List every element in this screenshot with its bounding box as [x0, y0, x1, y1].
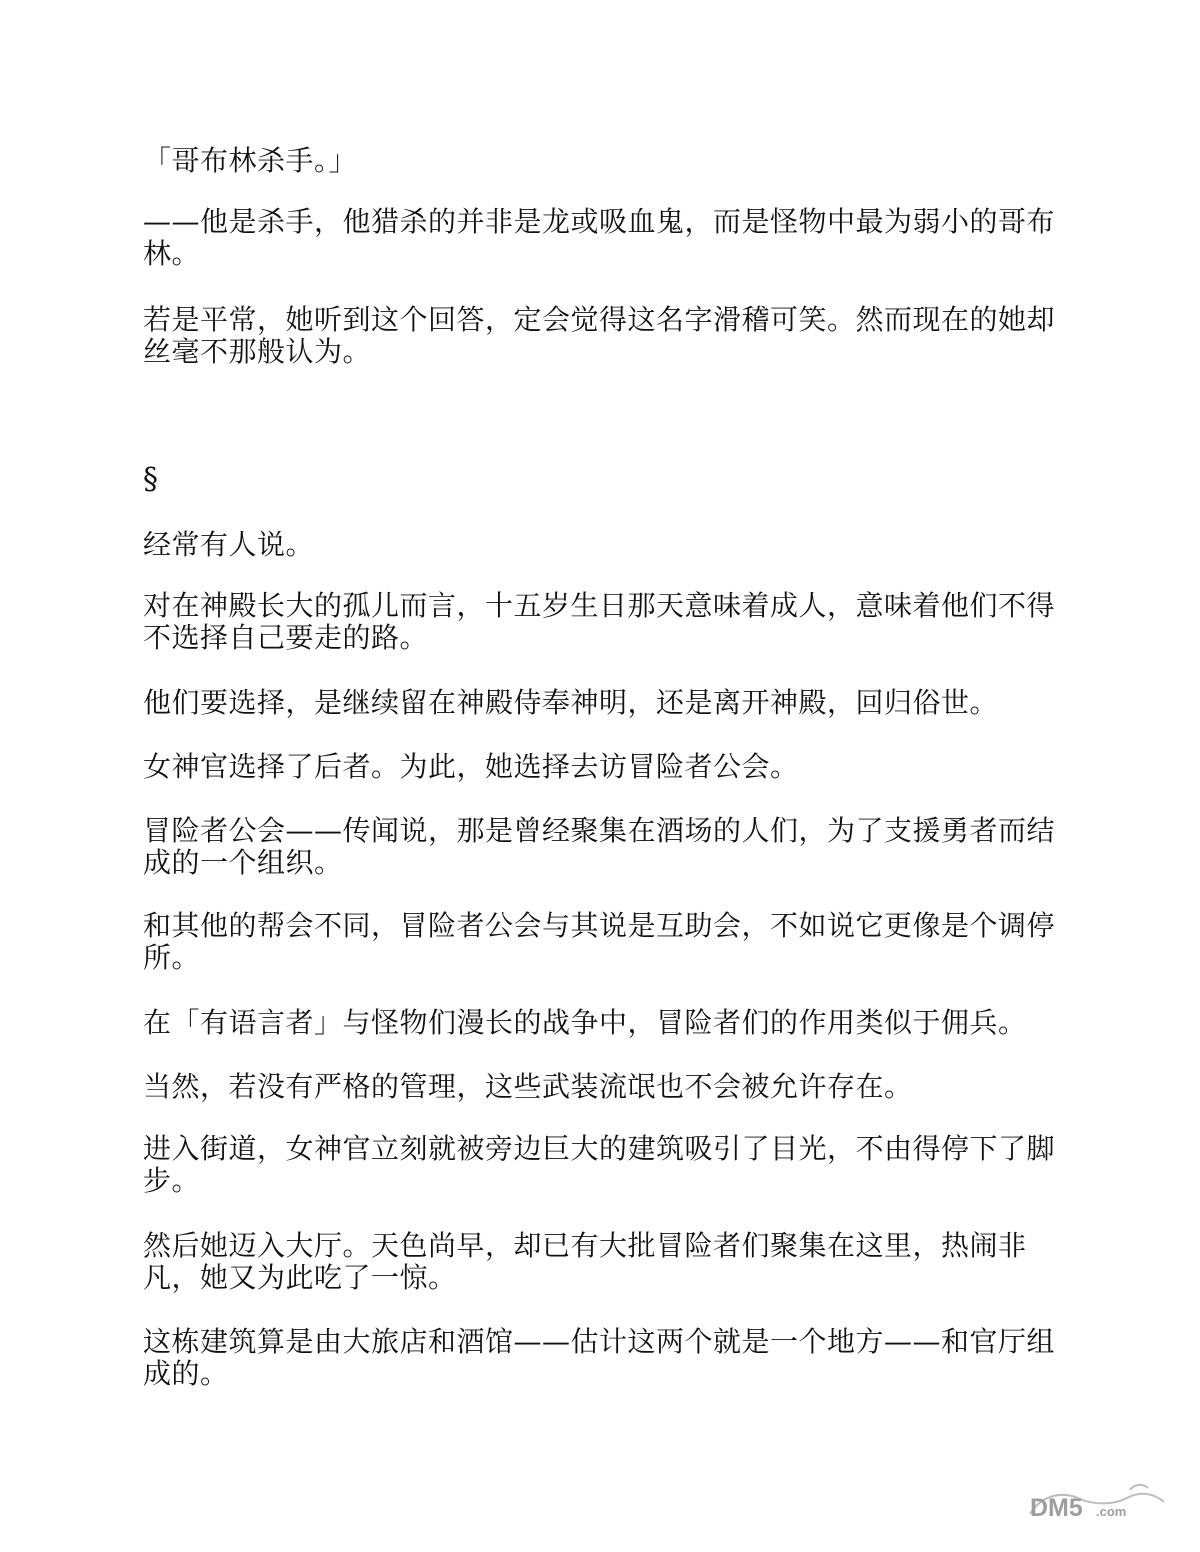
paragraph-3: 若是平常，她听到这个回答，定会觉得这名字滑稽可笑。然而现在的她却丝毫不那般认为。 — [143, 303, 1056, 368]
paragraph-2: ——他是杀手，他猎杀的并非是龙或吸血鬼，而是怪物中最为弱小的哥布林。 — [143, 205, 1056, 270]
paragraph-5: 对在神殿长大的孤儿而言，十五岁生日那天意味着成人，意味着他们不得不选择自己要走的路。 — [143, 589, 1056, 654]
paragraph-13: 然后她迈入大厅。天色尚早，却已有大批冒险者们聚集在这里，热闹非凡，她又为此吃了一惊。 — [143, 1229, 1027, 1294]
paragraph-1: 「哥布林杀手。」 — [143, 144, 358, 177]
paragraph-12: 进入街道，女神官立刻就被旁边巨大的建筑吸引了目光，不由得停下了脚步。 — [143, 1132, 1056, 1197]
section-break-mark: § — [143, 462, 158, 497]
svg-text:.com: .com — [1096, 1504, 1127, 1519]
paragraph-8: 冒险者公会——传闻说，那是曾经聚集在酒场的人们，为了支援勇者而结成的一个组织。 — [143, 814, 1056, 879]
paragraph-9: 和其他的帮会不同，冒险者公会与其说是互助会，不如说它更像是个调停所。 — [143, 909, 1056, 974]
paragraph-11: 当然，若没有严格的管理，这些武装流氓也不会被允许存在。 — [143, 1070, 913, 1103]
svg-text:DM5: DM5 — [1030, 1494, 1083, 1522]
paragraph-10: 在「有语言者」与怪物们漫长的战争中，冒险者们的作用类似于佣兵。 — [143, 1006, 1027, 1039]
dm5-watermark-logo — [1022, 1476, 1172, 1524]
paragraph-6: 他们要选择，是继续留在神殿侍奉神明，还是离开神殿，回归俗世。 — [143, 686, 999, 719]
paragraph-14: 这栋建筑算是由大旅店和酒馆——估计这两个就是一个地方——和官厅组成的。 — [143, 1325, 1056, 1390]
paragraph-4: 经常有人说。 — [143, 528, 315, 561]
paragraph-7: 女神官选择了后者。为此，她选择去访冒险者公会。 — [143, 750, 799, 783]
